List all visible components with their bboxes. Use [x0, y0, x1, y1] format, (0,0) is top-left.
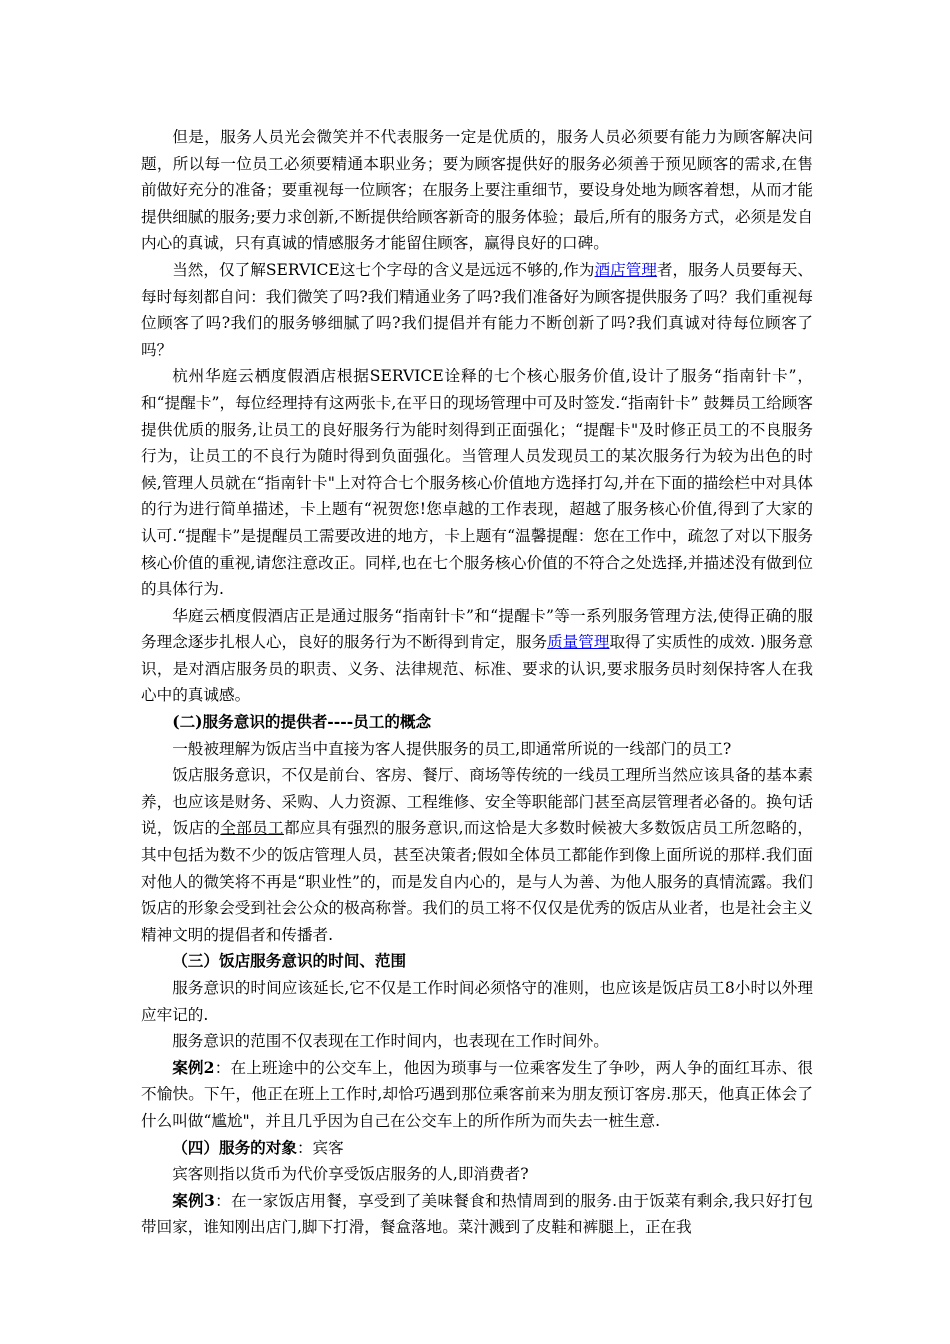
quality-management-link[interactable]: 质量管理 [547, 633, 610, 652]
paragraph-text: 取得了实质性的成效. )服务意识，是对酒店服务员的职责、义务、法律规范、标准、要求的认识,要求服务员时刻保持客人在我心中的真诚感。 [141, 633, 813, 705]
paragraph-all-staff [141, 762, 813, 948]
heading-bold-part: （四）服务的对象 [172, 1137, 297, 1157]
paragraph-text: 都应具有强烈的服务意识,而这恰是大多数时候被大多数饭店员工所忽略的，其中包括为数不少的饭店管理人员，甚至决策者;假如全体员工都能作到像上面所说的那样.我们面对他人的微笑将不再是“职业性”的，而是发自内心的，是与人为善、为他人服务的真情流露。我们饭店的形象会受到社会公众的极高称誉。我们的员工将不仅仅是优秀的饭店从业者，也是社会主义精神文明的提倡者和传播者. [141, 819, 813, 944]
case-3-text: ：在一家饭店用餐，享受到了美味餐食和热情周到的服务.由于饭菜有剩余,我只好打包带回家，谁知刚出店门,脚下打滑，餐盒落地。菜汁溅到了皮鞋和裤腿上，正在我 [141, 1191, 813, 1237]
paragraph-case-2 [141, 1055, 813, 1135]
case-2-text: ：在上班途中的公交车上，他因为琐事与一位乘客发生了争吵，两人争的面红耳赤、很不愉快。下午，他正在班上工作时,却恰巧遇到那位乘客前来为朋友预订客房.那天，他真正体会了什么叫做“尴尬"，并且几乎因为自己在公交车上的所作所为而失去一桩生意. [141, 1058, 813, 1130]
paragraph-service-self-check [141, 257, 813, 363]
paragraph-compass-card: 杭州华庭云栖度假酒店根据SERVICE诠释的七个核心服务价值,设计了服务“指南针卡”，和“提醒卡”，每位经理持有这两张卡,在平日的现场管理中可及时签发.“指南针卡” 鼓舞员工给顾客提供优质的服务,让员工的良好服务行为能时刻得到正面强化；“提醒卡"及时修正员工的不良服务行为，让员工的不良行为随时得到负面强化。当管理人员发现员工的某次服务行为较为出色的时候,管理人员就在“指南针卡"上对符合七个服务核心价值地方选择打勾,并在下面的描绘栏中对具体的行为进行简单描述，卡上题有“祝贺您!您卓越的工作表现，超越了服务核心价值,得到了大家的认可.“提醒卡”是提醒员工需要改进的地方，卡上题有“温馨提醒：您在工作中，疏忽了对以下服务核心价值的重视,请您注意改正。同样,也在七个服务核心价值的不符合之处选择,并描述没有做到位的具体行为. [141, 367, 813, 599]
paragraph-text: 当然，仅了解SERVICE这七个字母的含义是远远不够的,作为 [172, 260, 595, 279]
hotel-management-link[interactable]: 酒店管理 [594, 260, 657, 279]
paragraph-frontline-staff: 一般被理解为饭店当中直接为客人提供服务的员工,即通常所说的一线部门的员工? [172, 739, 732, 758]
paragraph-service-scope: 服务意识的范围不仅表现在工作时间内，也表现在工作时间外。 [172, 1032, 609, 1051]
paragraph-text: 饭店服务意识，不仅是前台、客房、餐厅、商场等传统的一线员工理所当然应该具备的基本素养，也应该是财务、采购、人力资源、工程维修、安全等职能部门甚至高层管理者必备的。换句话说，饭店的 [141, 766, 813, 838]
section-heading-provider: (二)服务意识的提供者----员工的概念 [172, 712, 432, 732]
paragraph-guest-definition: 宾客则指以货币为代价享受饭店服务的人,即消费者? [172, 1165, 529, 1184]
paragraph-text: 者，服务人员要每天、每时每刻都自问：我们微笑了吗?我们精通业务了吗?我们准备好为顾客提供服务了吗？我们重视每位顾客了吗?我们的服务够细腻了吗?我们提倡并有能力不断创新了吗?我们真诚对待每位顾客了吗？ [141, 260, 813, 359]
case-3-label: 案例3 [172, 1190, 215, 1210]
section-heading-service-object [141, 1135, 813, 1162]
paragraph-service-methods [141, 603, 813, 709]
heading-normal-part: ：宾客 [296, 1138, 344, 1157]
paragraph-text: 华庭云栖度假酒店正是通过服务“指南针卡”和“提醒卡”等一系列服务管理方法,使得正确的服务理念逐步扎根人心，良好的服务行为不断得到肯定，服务 [141, 606, 813, 652]
document-body [141, 124, 813, 1241]
paragraph-case-3 [141, 1188, 813, 1241]
all-staff-underlined: 全部员工 [220, 819, 284, 838]
paragraph-service-time: 服务意识的时间应该延长,它不仅是工作时间必须恪守的准则，也应该是饭店员工8小时以外理应牢记的. [141, 979, 813, 1024]
case-2-label: 案例2 [172, 1057, 215, 1077]
paragraph-smile-service: 但是，服务人员光会微笑并不代表服务一定是优质的，服务人员必须要有能力为顾客解决问题，所以每一位员工必须要精通本职业务；要为顾客提供好的服务必须善于预见顾客的需求,在售前做好充分的准备；要重视每一位顾客；在服务上要注重细节，要设身处地为顾客着想，从而才能提供细腻的服务;要力求创新,不断提供给顾客新奇的服务体验；最后,所有的服务方式，必须是发自内心的真诚，只有真诚的情感服务才能留住顾客，赢得良好的口碑。 [141, 128, 813, 253]
section-heading-time-scope: （三）饭店服务意识的时间、范围 [172, 951, 407, 971]
